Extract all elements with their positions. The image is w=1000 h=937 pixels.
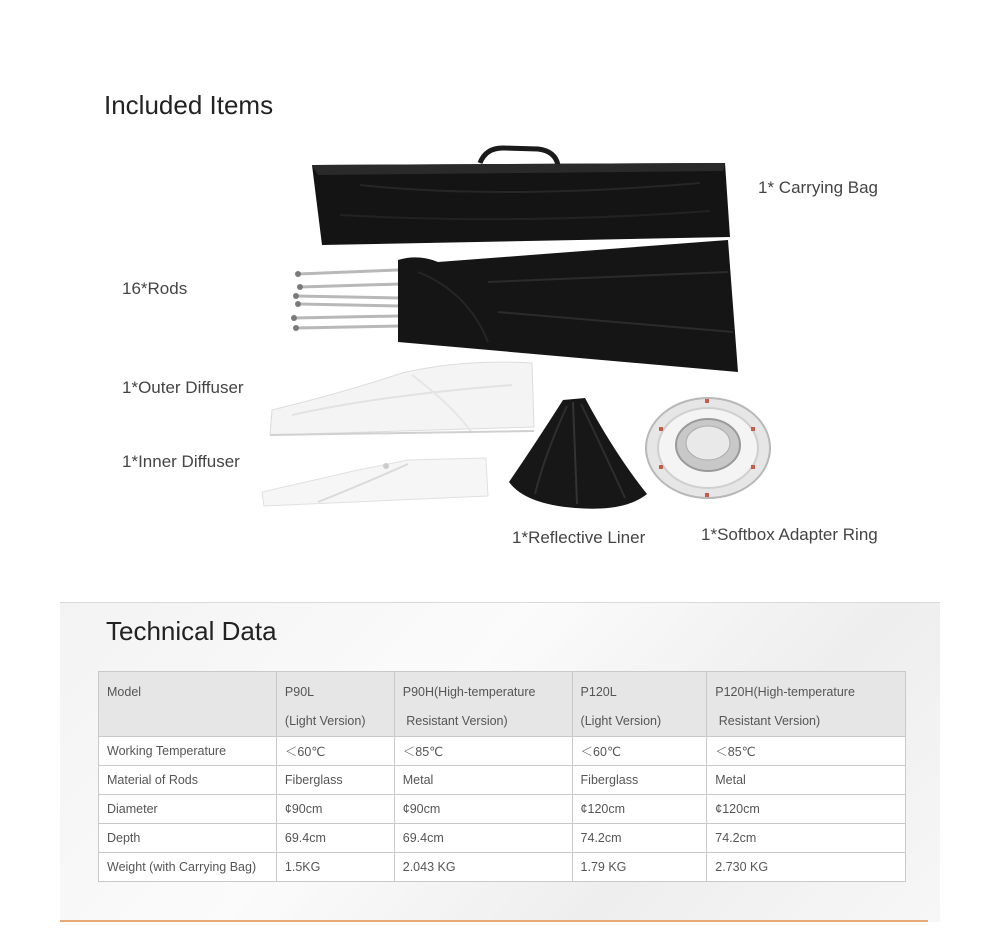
row-label: Weight (with Carrying Bag) (99, 853, 277, 882)
cell-value: ＜85℃ (394, 737, 572, 766)
spec-row-working-temperature (99, 737, 906, 766)
cell-value: 69.4cm (394, 824, 572, 853)
inner-diffuser-label: 1*Inner Diffuser (122, 452, 240, 471)
header-cell-p120l (572, 672, 707, 737)
spec-row-diameter (99, 795, 906, 824)
cell-value: 69.4cm (276, 824, 394, 853)
cell-value: ¢90cm (394, 795, 572, 824)
cell-value: ¢90cm (276, 795, 394, 824)
cell-value: 74.2cm (707, 824, 906, 853)
model-name: P120H(High-temperature (715, 685, 855, 699)
model-name: P90H(High-temperature (402, 685, 536, 699)
cell-value: 1.79 KG (572, 853, 707, 882)
model-version: (Light Version) (284, 714, 366, 728)
adapter-ring-label: 1*Softbox Adapter Ring (701, 525, 878, 544)
technical-data-title: Technical Data (106, 616, 277, 646)
adapter-ring-image (643, 393, 773, 503)
cell-value: Fiberglass (572, 766, 707, 795)
spec-row-weight (99, 853, 906, 882)
cell-value: 2.043 KG (394, 853, 572, 882)
spec-row-depth (99, 824, 906, 853)
cell-value: 2.730 KG (707, 853, 906, 882)
footer-accent-rule (60, 920, 928, 922)
model-version: Resistant Version) (715, 714, 821, 728)
carrying-bag-label: 1* Carrying Bag (758, 178, 879, 197)
row-label: Depth (99, 824, 277, 853)
spec-row-material (99, 766, 906, 795)
outer-diffuser-label: 1*Outer Diffuser (122, 378, 244, 397)
spec-table (98, 671, 906, 882)
rods-label: 16*Rods (122, 279, 188, 298)
cell-value: ＜60℃ (572, 737, 707, 766)
spec-header-row (99, 672, 906, 737)
reflective-liner-label: 1*Reflective Liner (512, 528, 646, 547)
cell-value: 74.2cm (572, 824, 707, 853)
model-name: P90L (284, 685, 315, 699)
header-cell-p90l (276, 672, 394, 737)
row-label: Material of Rods (99, 766, 277, 795)
row-label: Diameter (99, 795, 277, 824)
cell-value: ¢120cm (707, 795, 906, 824)
panel-divider (60, 602, 940, 603)
model-version: Resistant Version) (402, 714, 508, 728)
inner-diffuser-image (258, 452, 493, 510)
header-cell-p90h (394, 672, 572, 737)
outer-diffuser-image (262, 355, 542, 440)
reflective-liner-image (505, 394, 655, 514)
header-cell-model: Model (99, 672, 277, 737)
header-cell-p120h (707, 672, 906, 737)
model-name: P120L (580, 685, 617, 699)
cell-value: Metal (707, 766, 906, 795)
cell-value: Fiberglass (276, 766, 394, 795)
row-label: Working Temperature (99, 737, 277, 766)
cell-value: ＜60℃ (276, 737, 394, 766)
model-version: (Light Version) (580, 714, 662, 728)
cell-value: ¢120cm (572, 795, 707, 824)
cell-value: 1.5KG (276, 853, 394, 882)
cell-value: Metal (394, 766, 572, 795)
cell-value: ＜85℃ (707, 737, 906, 766)
included-items-title: Included Items (104, 90, 274, 120)
